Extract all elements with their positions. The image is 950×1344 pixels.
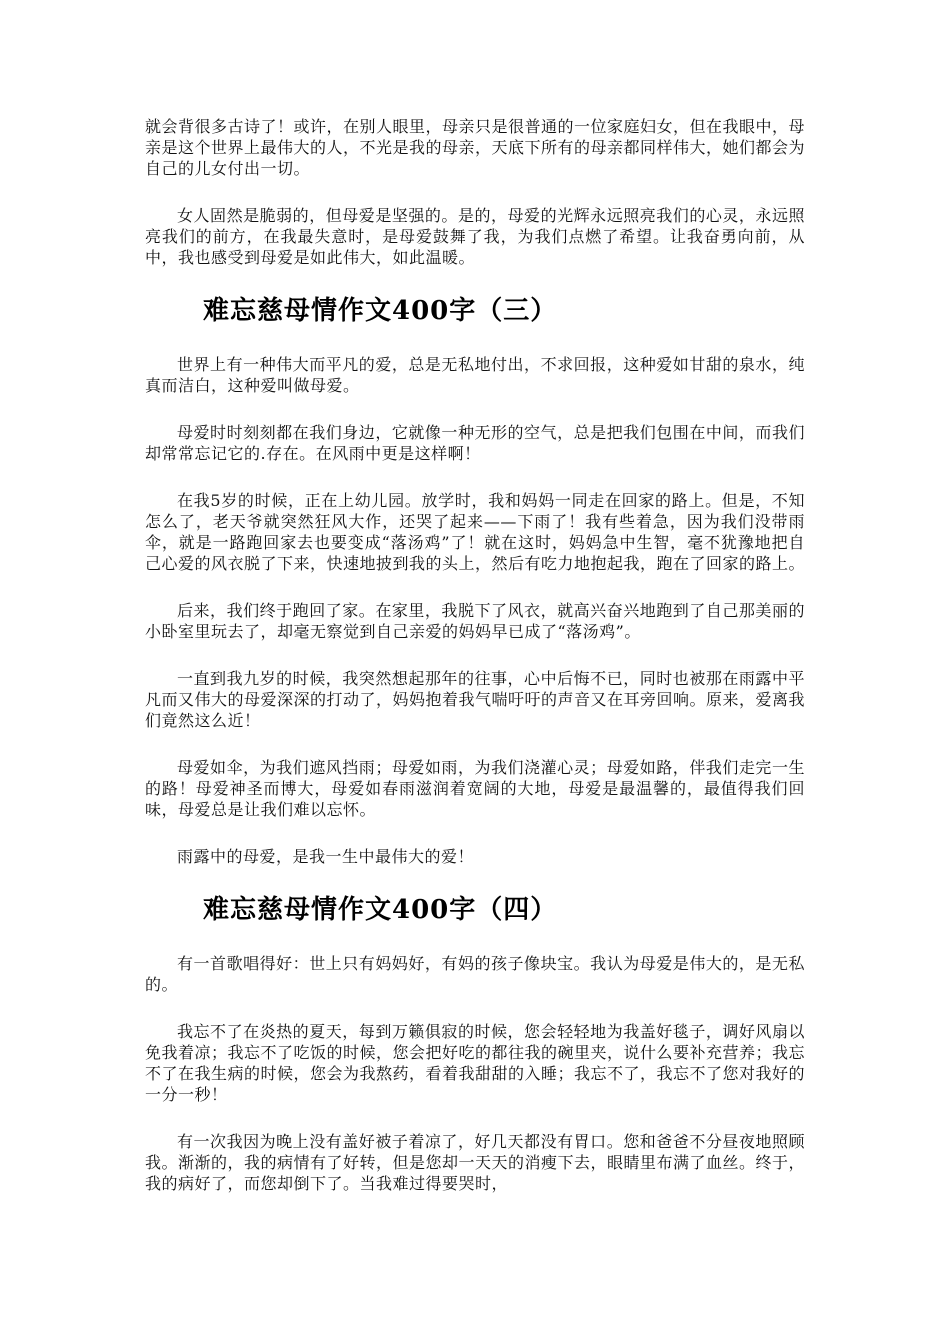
- section-paragraph: 一直到我九岁的时候，我突然想起那年的往事，心中后悔不已，同时也被那在雨露中平凡而又伟大的母爱深深的打动了，妈妈抱着我气喘吁吁的声音又在耳旁回响。原来，爱离我们竟然这么近！: [145, 669, 806, 730]
- section-paragraph: 后来，我们终于跑回了家。在家里，我脱下了风衣，就高兴奋兴地跑到了自己那美丽的小卧室里玩去了，却毫无察觉到自己亲爱的妈妈早已成了“落汤鸡”。: [145, 601, 805, 641]
- section-heading: 难忘慈母情作文400字（三）: [203, 296, 558, 326]
- section-paragraph: 母爱如伞，为我们遮风挡雨；母爱如雨，为我们浇灌心灵；母爱如路，伴我们走完一生的路！母爱神圣而博大，母爱如春雨滋润着宽阔的大地，母爱是最温馨的，最值得我们回味，母爱总是让我们难以忘怀。: [145, 758, 805, 819]
- document-page: [145, 116, 805, 1220]
- section-heading: 难忘慈母情作文400字（四）: [203, 895, 558, 925]
- intro-paragraph: 女人固然是脆弱的，但母爱是坚强的。是的，母爱的光辉永远照亮我们的心灵，永远照亮我们的前方，在我最失意时，是母爱鼓舞了我，为我们点燃了希望。让我奋勇向前，从中，我也感受到母爱是如此伟大，如此温暖。: [145, 206, 805, 267]
- section-paragraph: 在我5岁的时候，正在上幼儿园。放学时，我和妈妈一同走在回家的路上。但是，不知怎么了，老天爷就突然狂风大作，还哭了起来——下雨了！我有些着急，因为我们没带雨伞，就是一路跑回家去也要变成“落汤鸡”了！就在这时，妈妈急中生智，毫不犹豫地把自己心爱的风衣脱了下来，快速地披到我的头上，然后有吃力地抱起我，跑在了回家的路上。: [145, 491, 806, 573]
- section-paragraph: 雨露中的母爱，是我一生中最伟大的爱！: [177, 847, 475, 866]
- intro-paragraph: 就会背很多古诗了！或许，在别人眼里，母亲只是很普通的一位家庭妇女，但在我眼中，母亲是这个世界上最伟大的人，不光是我的母亲，天底下所有的母亲都同样伟大，她们都会为自己的儿女付出一切。: [145, 117, 806, 178]
- section-paragraph: 母爱时时刻刻都在我们身边，它就像一种无形的空气，总是把我们包围在中间，而我们却常常忘记它的.存在。在风雨中更是这样啊！: [145, 423, 805, 463]
- section-paragraph: 有一首歌唱得好：世上只有妈妈好，有妈的孩子像块宝。我认为母爱是伟大的，是无私的。: [145, 954, 805, 994]
- section-paragraph: 世界上有一种伟大而平凡的爱，总是无私地付出，不求回报，这种爱如甘甜的泉水，纯真而洁白，这种爱叫做母爱。: [145, 355, 805, 395]
- section-paragraph: 我忘不了在炎热的夏天，每到万籁俱寂的时候，您会轻轻地为我盖好毯子，调好风扇以免我着凉；我忘不了吃饭的时候，您会把好吃的都往我的碗里夹，说什么要补充营养；我忘不了在我生病的时候，您会为我熬药，看着我甜甜的入睡；我忘不了，我忘不了您对我好的一分一秒！: [145, 1022, 806, 1104]
- section-paragraph: 有一次我因为晚上没有盖好被子着凉了，好几天都没有胃口。您和爸爸不分昼夜地照顾我。渐渐的，我的病情有了好转，但是您却一天天的消瘦下去，眼睛里布满了血丝。终于，我的病好了，而您却倒下了。当我难过得要哭时，: [145, 1132, 806, 1193]
